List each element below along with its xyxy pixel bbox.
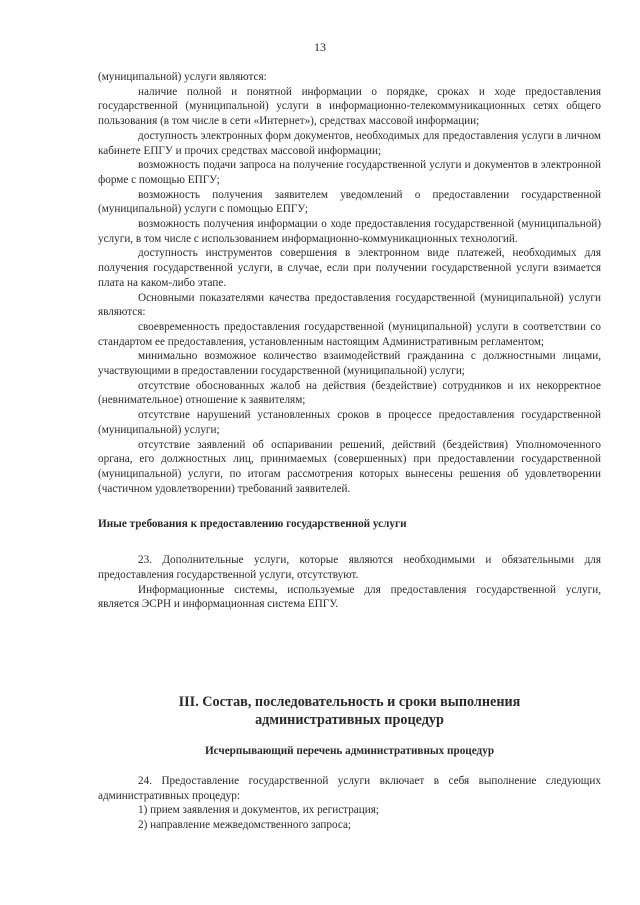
paragraph: Информационные системы, используемые для предоставления государственной услуги, является ЭСРН и информационная система ЕПГУ.: [98, 583, 601, 611]
section-title: [98, 694, 601, 729]
subheading-procedures-list: Исчерпывающий перечень административных процедур: [204, 745, 495, 757]
section-title-line: административных процедур: [255, 711, 444, 728]
body-text-procedures: [98, 774, 601, 833]
paragraph: возможность подачи запроса на получение государственной услуги и документов в электронной форме с помощью ЕПГУ;: [98, 159, 601, 186]
paragraph: (муниципальной) услуги являются:: [98, 71, 267, 83]
section-title-line: III. Состав, последовательность и сроки выполнения: [178, 694, 521, 710]
body-text-top: [98, 70, 601, 612]
paragraph: своевременность предоставления государственной (муниципальной) услуги в соответствии со стандартом ее предоставления, установленным настоящим Административным регламентом;: [98, 320, 601, 348]
subheading-other-requirements: Иные требования к предоставлению государственной услуги: [98, 518, 407, 531]
paragraph: доступность инструментов совершения в электронном виде платежей, необходимых для получения государственной услуги, в случае, если при получении государственной услуги взимается плата на каком-либо этапе.: [98, 247, 601, 289]
paragraph: доступность электронных форм документов, необходимых для предоставления услуги в личном кабинете ЕПГУ и прочих средствах массовой информации;: [98, 129, 601, 157]
paragraph: минимально возможное количество взаимодействий гражданина с должностными лицами, участвующими в предоставлении государственной (муниципальной) услуги;: [98, 350, 601, 378]
paragraph: наличие полной и понятной информации о порядке, сроках и ходе предоставления государственной (муниципальной) услуги в информационно-телекоммуникационных сетях общего пользования (в том числе в сети «Интернет»), средствах массовой информации;: [98, 85, 601, 128]
paragraph: возможность получения заявителем уведомлений о предоставлении государственной (муниципальной) услуги с помощью ЕПГУ;: [98, 188, 601, 216]
paragraph: 24. Предоставление государственной услуги включает в себя выполнение следующих административных процедур:: [98, 775, 601, 802]
paragraph: отсутствие обоснованных жалоб на действия (бездействие) сотрудников и их некорректное (невнимательное) отношение к заявителям;: [98, 379, 601, 407]
paragraph: отсутствие заявлений об оспаривании решений, действий (бездействия) Уполномоченного органа, его должностных лиц, принимаемых (совершенных) при предоставлении государственной (муниципальной) услуги, по итогам рассмотрения которых вынесены решения об удовлетворении (частичном удовлетворении) требований заявителей.: [98, 438, 601, 495]
paragraph: возможность получения информации о ходе предоставления государственной (муниципальной) услуги, в том числе с использованием информационно-коммуникационных технологий.: [98, 218, 601, 245]
page-number: 13: [314, 40, 326, 54]
list-item: 1) прием заявления и документов, их регистрация;: [138, 804, 379, 817]
paragraph: отсутствие нарушений установленных сроков в процессе предоставления государственной (муниципальной) услуги;: [98, 409, 601, 436]
paragraph: 23. Дополнительные услуги, которые являются необходимыми и обязательными для предоставления государственной услуги, отсутствуют.: [98, 554, 601, 581]
paragraph: Основными показателями качества предоставления государственной (муниципальной) услуги являются:: [98, 291, 601, 319]
list-item: 2) направление межведомственного запроса;: [138, 819, 352, 832]
